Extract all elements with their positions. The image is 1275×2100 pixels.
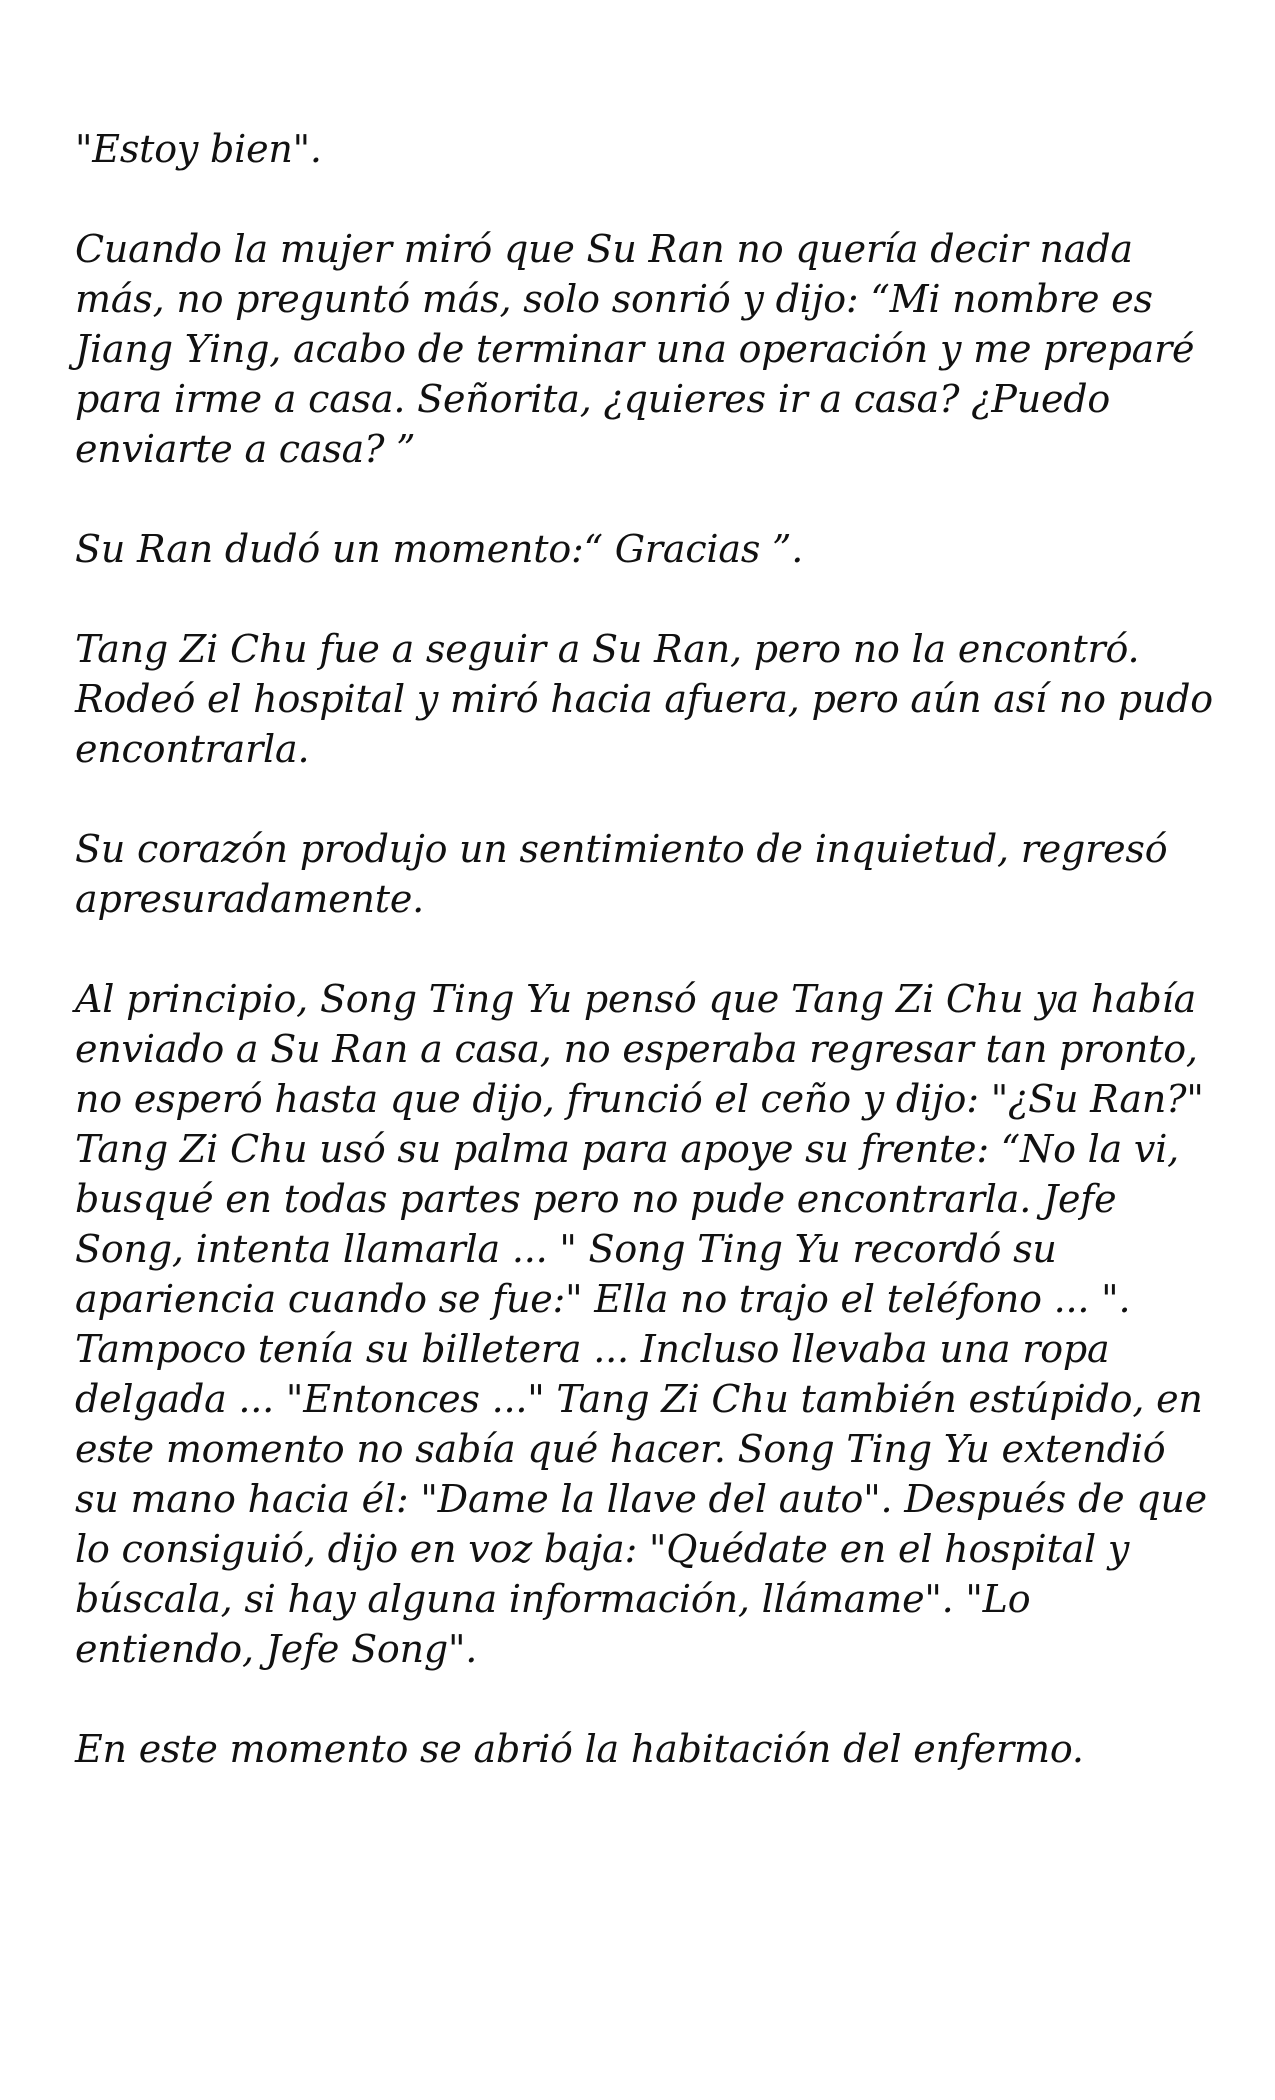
paragraph-1: "Estoy bien". bbox=[75, 127, 322, 171]
paragraph-3: Su Ran dudó un momento:“ Gracias ”. bbox=[75, 527, 804, 571]
text-column bbox=[75, 124, 1215, 1824]
paragraph-5: Su corazón produjo un sentimiento de inquietud, regresó apresuradamente. bbox=[75, 827, 1168, 921]
paragraph-6: Al principio, Song Ting Yu pensó que Tang Zi Chu ya había enviado a Su Ran a casa, no esperaba regresar tan pronto, no esperó hasta que dijo, frunció el ceño y dijo: "¿Su Ran?" Tang Zi Chu usó su palma para apoye su frente: “No la vi, busqué en todas partes pero no pude encontrarla. Jefe Song, intenta llamarla ... " Song Ting Yu recordó su apariencia cuando se fue:" Ella no trajo el teléfono ... ". Tampoco tenía su billetera ... Incluso llevaba una ropa delgada ... "Entonces ..." Tang Zi Chu también estúpido, en este momento no sabía qué hacer. Song Ting Yu extendió su mano hacia él: "Dame la llave del auto". Después de que lo consiguió, dijo en voz baja: "Quédate en el hospital y búscala, si hay alguna información, llámame". "Lo entiendo, Jefe Song". bbox=[75, 977, 1207, 1671]
paragraph-4: Tang Zi Chu fue a seguir a Su Ran, pero no la encontró. Rodeó el hospital y miró hacia afuera, pero aún así no pudo encontrarla. bbox=[75, 627, 1213, 771]
paragraph-7: En este momento se abrió la habitación del enfermo. bbox=[75, 1727, 1084, 1771]
paragraph-2: Cuando la mujer miró que Su Ran no quería decir nada más, no preguntó más, solo sonrió y dijo: “Mi nombre es Jiang Ying, acabo de terminar una operación y me preparé para irme a casa. Señorita, ¿quieres ir a casa? ¿Puedo enviarte a casa? ” bbox=[75, 227, 1195, 471]
